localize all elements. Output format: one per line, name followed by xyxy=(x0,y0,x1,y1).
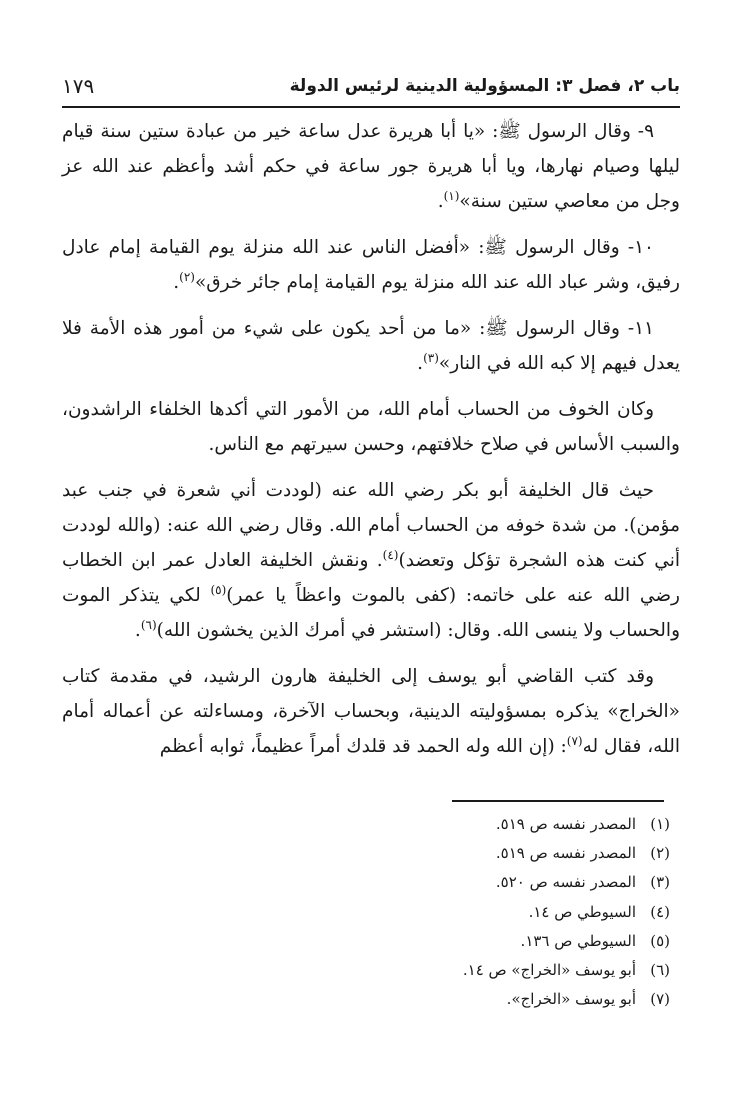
footnote-5: (٥)السيوطي ص ١٣٦. xyxy=(520,931,670,950)
footnote-2: (٢)المصدر نفسه ص ٥١٩. xyxy=(495,844,670,863)
paragraph-hadith-10: ١٠- وقال الرسول ﷺ: «أفضل الناس عند الله منزلة يوم القيامة إمام عادل رفيق، وشر عباد الله عند الله منزلة يوم القيامة إمام جائر خرق»$^{(٢)}$. xyxy=(62,237,680,293)
page-header xyxy=(62,72,680,108)
page-number: ١٧٩ xyxy=(62,74,95,98)
paragraph-abu-yusuf-letter: وقد كتب القاضي أبو يوسف إلى الخليفة هارون الرشيد، في مقدمة كتاب «الخراج» يذكره بمسؤوليته الدينية، وبحساب الآخرة، ومساءلته عن أعماله أمام الله، فقال له$^{(٧)}$: (إن الله وله الحمد قد قلدك أمراً عظيماً، ثوابه أعظم xyxy=(62,666,680,757)
footnote-4: (٤)السيوطي ص ١٤. xyxy=(528,902,670,921)
footnote-ref-7: (٧) xyxy=(566,733,583,748)
footnote-7: (٧)أبو يوسف «الخراج». xyxy=(506,990,670,1009)
footnote-ref-3: (٣) xyxy=(423,350,439,365)
paragraph-caliphs-sayings: حيث قال الخليفة أبو بكر رضي الله عنه (لوددت أني شعرة في جنب عبد مؤمن). من شدة خوفه من الحساب أمام الله. وقال رضي الله عنه: (والله لوددت أني كنت هذه الشجرة تؤكل وتعضد)$^{(٤)}$. ونقش الخليفة العادل عمر ابن الخطاب رضي الله عنه على خاتمه: (كفى بالموت واعظاً يا عمر)$^{(٥)}$ لكي يتذكر الموت والحساب ولا ينسى الله. وقال: (استشر في أمرك الذين يخشون الله)$^{(٦)}$. xyxy=(62,480,681,641)
footnote-ref-4: (٤) xyxy=(382,547,399,562)
footnote-1: (١)المصدر نفسه ص ٥١٩. xyxy=(495,815,670,833)
footnote-ref-5: (٥) xyxy=(210,582,227,597)
footnotes xyxy=(340,810,670,1014)
footnote-ref-2: (٢) xyxy=(179,269,195,284)
footnote-6: (٦)أبو يوسف «الخراج» ص ١٤. xyxy=(462,961,670,980)
footnote-ref-6: (٦) xyxy=(140,617,157,632)
footnote-3: (٣)المصدر نفسه ص ٥٢٠. xyxy=(495,873,670,892)
paragraph-hadith-11: ١١- وقال الرسول ﷺ: «ما من أحد يكون على شيء من أمور هذه الأمة فلا يعدل فيهم إلا كبه الله في النار»$^{(٣)}$. xyxy=(62,318,680,374)
paragraph-fear-of-reckoning: وكان الخوف من الحساب أمام الله، من الأمور التي أكدها الخلفاء الراشدون، والسبب الأساس في صلاح خلافتهم، وحسن سيرتهم مع الناس. xyxy=(62,399,680,455)
body-text xyxy=(62,114,680,775)
footnote-ref-1: (١) xyxy=(443,188,460,203)
running-title: باب ٢، فصل ٣: المسؤولية الدينية لرئيس الدولة xyxy=(289,76,680,96)
footnote-divider xyxy=(452,800,664,802)
paragraph-hadith-9: ٩- وقال الرسول ﷺ: «يا أبا هريرة عدل ساعة خير من عبادة ستين سنة قيام ليلها وصيام نهارها، ويا أبا هريرة جور ساعة في حكم أشد وأعظم عند الله عز وجل من معاصي ستين سنة»$^{(١)}$. xyxy=(62,121,680,212)
